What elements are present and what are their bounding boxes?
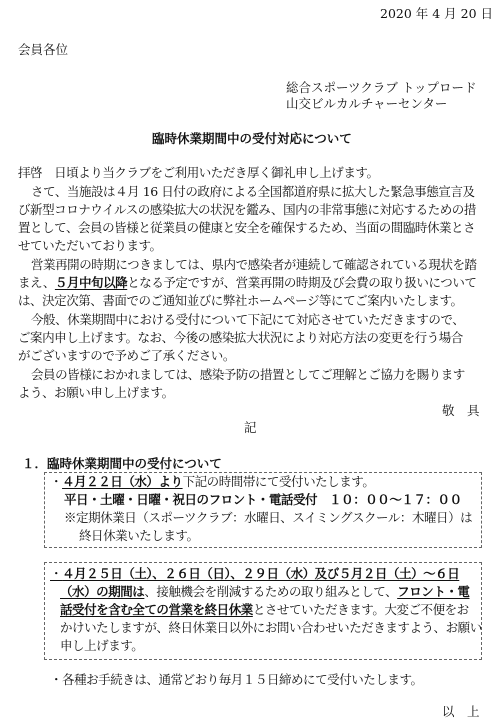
para2-text: となる予定ですが、営業再開の時期及び会費の取り扱いについて bbox=[127, 275, 477, 290]
closure-period-highlight: （水）の期間は bbox=[60, 584, 145, 599]
sender-line-1: 総合スポーツクラブ トップロード bbox=[286, 80, 477, 95]
sender-line-2: 山交ビルカルチャーセンター bbox=[286, 96, 448, 111]
ki-heading: 記 bbox=[244, 420, 257, 435]
full-closure-highlight: 話受付を含む全ての営業を終日休業 bbox=[60, 602, 253, 617]
para2-line: は、決定次第、書面でのご通知並びに弊社ホームページ等にてご案内いたします。 bbox=[18, 293, 463, 308]
date: 2020 年 4 月 20 日 bbox=[380, 6, 494, 21]
closure-dates-text: ４月２５日（土）、２６日（日）、２９日（水）及び５月２日（土）〜６日 bbox=[62, 566, 460, 581]
reopen-date-highlight: ５月中旬以降 bbox=[54, 275, 128, 290]
para4-line: 会員の皆様におかれましては、感染予防の措置としてご理解とご協力を賜ります bbox=[31, 367, 465, 382]
box1-line: 終日休業いたします。 bbox=[79, 528, 199, 543]
closure-dates bbox=[50, 566, 459, 582]
start-date-highlight: ４月２２日（水）より bbox=[62, 474, 183, 489]
para1-line: さて、当施設は４月 16 日付の政府による全国都道府県に拡大した緊急事態宣言及 bbox=[31, 184, 475, 199]
recipient: 会員各位 bbox=[18, 42, 69, 57]
box1-line bbox=[50, 474, 374, 490]
box2-line: 申し上げます。 bbox=[60, 638, 144, 653]
para2-line bbox=[18, 275, 476, 291]
end-mark: 以 上 bbox=[442, 704, 480, 719]
box2-line: かけいたしますが、終日休業日以外にお問い合わせいただきますよう、お願い bbox=[60, 620, 482, 635]
front-desk-highlight: フロント・電 bbox=[397, 584, 470, 599]
box1-line: ※定期休業日（スポーツクラブ：水曜日、スイミングスクール：木曜日）は bbox=[64, 510, 473, 525]
reception-hours: 平日・土曜・日曜・祝日のフロント・電話受付 １０：００〜１７：００ bbox=[64, 492, 462, 507]
page-title: 臨時休業期間中の受付対応について bbox=[152, 131, 352, 146]
box1-text: 下記の時間帯にて受付いたします。 bbox=[182, 474, 375, 489]
box2-text: 、接触機会を削減するための取り組みとして、 bbox=[144, 584, 398, 599]
box2-bullet: ・ bbox=[50, 566, 63, 581]
para1-line: せていただいております。 bbox=[18, 238, 162, 253]
para3-line: 今般、休業期間中における受付について下記にて対応させていただきますので、 bbox=[31, 312, 465, 327]
greeting: 拝啓 日頃より当クラブをご利用いただき厚く御礼申し上げます。 bbox=[18, 165, 379, 180]
para1-line: び新型コロナウイルスの感染拡大の状況を鑑み、国内の非常事態に対応するための措 bbox=[18, 202, 476, 217]
para3-line: がございますので予めご了承ください。 bbox=[18, 348, 235, 363]
closing: 敬 具 bbox=[442, 403, 480, 418]
box2-line bbox=[60, 584, 469, 600]
para2-line: 営業再開の時期につきましては、県内で感染者が連続して確認されている現状を踏 bbox=[31, 257, 477, 272]
para4-line: よう、お願い申し上げます。 bbox=[18, 385, 174, 400]
para1-line: 置として、会員の皆様と従業員の健康と安全を確保するため、当面の間臨時休業とさ bbox=[18, 220, 476, 235]
box1-bullet: ・ bbox=[50, 474, 63, 489]
section-heading: １．臨時休業期間中の受付について bbox=[22, 456, 222, 471]
para3-line: ご案内申し上げます。なお、今後の感染拡大状況により対応方法の変更を行う場合 bbox=[18, 330, 463, 345]
box2-line bbox=[60, 602, 469, 618]
para2-text: まえ、 bbox=[18, 275, 55, 290]
box2-text: とさせていただきます。大変ご不便をお bbox=[252, 602, 469, 617]
procedures-note: ・各種お手続きは、通常どおり毎月１５日締めにて受付いたします。 bbox=[50, 672, 423, 687]
